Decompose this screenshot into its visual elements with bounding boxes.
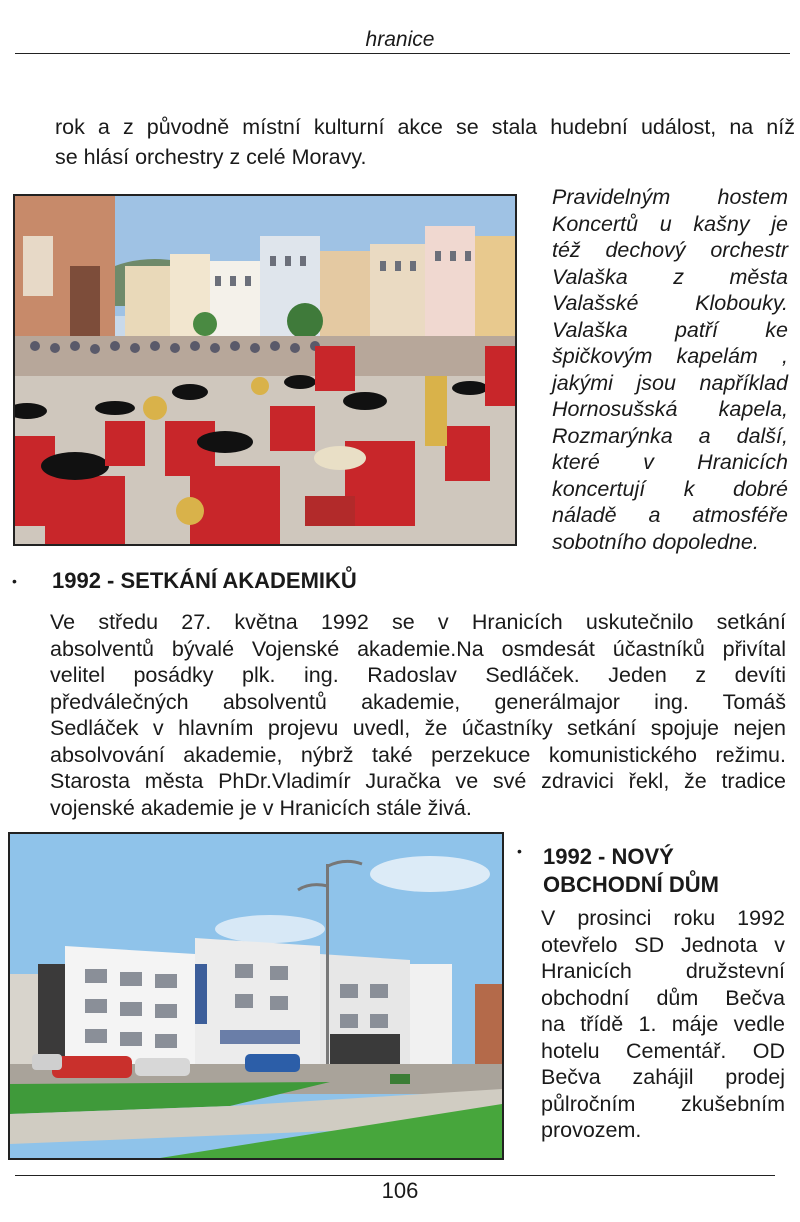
body-line: V prosinci roku 1992 [541,906,785,930]
body-line: absolventů bývalé Vojenské akademie.Na osmdesát účastníků přivítal [50,636,786,661]
running-header: hranice [365,28,435,51]
page-number: 106 [381,1178,419,1203]
caption-line: sobotního dopoledne. [552,529,759,554]
department-store-illustration [10,834,502,1158]
body-line: předválečných absolventů akademie, generálmajor ing. Tomáš [50,689,786,714]
body-line: Sedláček v hlavním projevu uvedl, že účastníky setkání spojuje nejen [50,716,786,740]
caption-line: Koncertů u kašny je [552,211,788,236]
body-line: Ve středu 27. května 1992 se v Hranicích uskutečnilo setkání [50,610,786,634]
caption-line: též dechový orchestr [552,238,788,262]
intro-paragraph [55,112,795,172]
caption-line: které v Hranicích [552,450,788,474]
caption-line: Hornosušská kapela, [552,397,788,421]
body-line: otevřelo SD Jednota v [541,932,785,957]
header-rule [15,53,790,54]
intro-line: rok a z původně místní kulturní akce se stala hudební událost, na níž [55,115,795,139]
body-line: vojenské akademie je v Hranicích stále živá. [50,795,472,820]
heading-line: 1992 - NOVÝ [543,844,674,869]
body-line: Starosta města PhDr.Vladimír Juračka ve své zdravici řekl, že tradice [50,769,786,793]
caption-line: náladě a atmosféře [552,503,788,527]
body-line: velitel posádky plk. ing. Radoslav Sedláček. Jeden z devíti [50,663,786,687]
body-line: na třídě 1. máje vedle [541,1012,785,1036]
photo-brass-band-concert [13,194,517,546]
body-line: provozem. [541,1118,642,1142]
photo-department-store [8,832,504,1160]
section-heading: 1992 - SETKÁNÍ AKADEMIKŮ [52,568,357,593]
caption-line: Valaška z města [552,264,788,289]
section-body [50,609,786,821]
body-line: hotelu Cementář. OD [541,1038,785,1063]
section-body [541,905,785,1144]
caption-line: špičkovým kapelám , [552,344,788,368]
caption-line: jakými jsou například [552,370,788,395]
bullet-marker: • [517,843,522,859]
heading-line: OBCHODNÍ DŮM [543,872,719,897]
bullet-marker: • [12,573,17,589]
intro-line: se hlásí orchestry z celé Moravy. [55,145,367,169]
footer-rule [15,1175,775,1176]
brass-band-illustration [15,196,515,544]
caption-line: Rozmarýnka a další, [552,423,788,448]
section-heading [543,843,719,899]
caption-line: Valašské Klobouky. [552,291,788,315]
photo-caption [552,184,788,555]
caption-line: Valaška patří ke [552,317,788,342]
body-line: absolvování akademie, nýbrž také perzekuce komunistického režimu. [50,742,786,767]
body-line: Bečva zahájil prodej [541,1065,785,1089]
caption-line: koncertují k dobré [552,476,788,501]
body-line: Hranicích družstevní [541,959,785,983]
body-line: obchodní dům Bečva [541,985,785,1010]
caption-line: Pravidelným hostem [552,185,788,209]
body-line: půlročním zkušebním [541,1091,785,1116]
